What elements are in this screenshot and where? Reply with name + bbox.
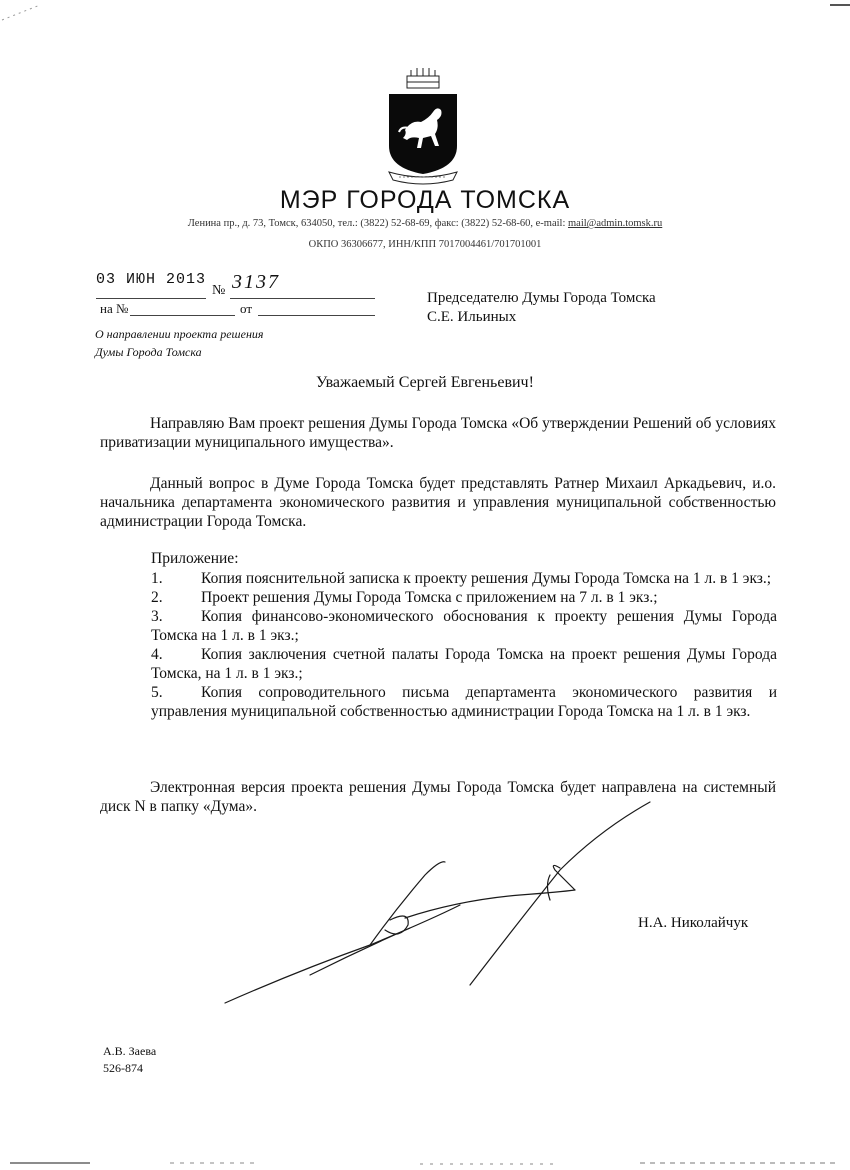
list-item-text: Копия финансово-экономического обоснования к проекту решения Думы Города Томска на 1 л. в 1 экз.; bbox=[151, 608, 777, 644]
paragraph-3: Электронная версия проекта решения Думы Города Томска будет направлена на системный диск N в папку «Дума». bbox=[100, 779, 776, 815]
reply-date-label: от bbox=[240, 301, 253, 316]
list-item-text: Копия заключения счетной палаты Города Томска на проект решения Думы Города Томска, на 1 л. в 1 экз.; bbox=[151, 646, 777, 682]
subject bbox=[95, 325, 263, 361]
list-item-text: Копия пояснительной записка к проекту решения Думы Города Томска на 1 л. в 1 экз.; bbox=[201, 570, 772, 587]
executor bbox=[103, 1043, 156, 1077]
addressee bbox=[427, 289, 656, 327]
list-item bbox=[151, 645, 777, 683]
email-link[interactable]: mail@admin.tomsk.ru bbox=[568, 218, 663, 229]
list-item bbox=[151, 588, 777, 607]
addressee-line-1: Председателю Думы Города Томска bbox=[427, 290, 656, 306]
list-item-text: Проект решения Думы Города Томска с приложением на 7 л. в 1 экз.; bbox=[201, 589, 658, 606]
list-item-number: 5. bbox=[151, 684, 163, 701]
date-stamp: 03 ИЮН 2013 bbox=[96, 271, 207, 288]
list-item-text: Копия сопроводительного письма департамента экономического развития и управления муниципальной собственностью администрации Города Томска на 1 л. в 1 экз. bbox=[151, 684, 777, 720]
list-item bbox=[151, 569, 777, 588]
signer-name: Н.А. Николайчук bbox=[638, 915, 749, 931]
greeting: Уважаемый Сергей Евгеньевич! bbox=[316, 374, 534, 391]
coat-of-arms-emblem bbox=[383, 68, 463, 190]
list-item-number: 1. bbox=[151, 570, 163, 587]
attachments-title: Приложение: bbox=[151, 550, 239, 567]
reply-to-number-label: на № bbox=[100, 301, 129, 316]
paragraph-2: Данный вопрос в Думе Города Томска будет представлять Ратнер Михаил Аркадьевич, и.о. начальника департамента экономического развития и управления муниципальной собственностью администрации Города Томска. bbox=[100, 475, 776, 530]
executor-name: А.В. Заева bbox=[103, 1044, 157, 1058]
paragraph-1: Направляю Вам проект решения Думы Города Томска «Об утверждении Решений об условиях приватизации муниципального имущества». bbox=[100, 415, 776, 451]
registration-number: 3137 bbox=[232, 271, 280, 293]
executor-phone: 526-874 bbox=[103, 1061, 143, 1075]
contact-details: Ленина пр., д. 73, Томск, 634050, тел.: (3822) 52-68-69, факс: (3822) 52-68-60, e-mail: bbox=[187, 218, 569, 229]
subject-line-2: Думы Города Томска bbox=[95, 345, 202, 359]
reply-number-underline bbox=[130, 315, 235, 316]
okpo-line: ОКПО 36306677, ИНН/КПП 7017004461/701701001 bbox=[308, 239, 542, 250]
list-item bbox=[151, 683, 777, 721]
addressee-line-2: С.Е. Ильиных bbox=[427, 309, 517, 325]
subject-line-1: О направлении проекта решения bbox=[95, 327, 264, 341]
list-item-number: 3. bbox=[151, 608, 163, 625]
list-item-number: 4. bbox=[151, 646, 163, 663]
reply-date-underline bbox=[258, 315, 375, 316]
list-item bbox=[151, 607, 777, 645]
number-label: № bbox=[212, 283, 226, 298]
handwritten-signature bbox=[220, 800, 680, 1010]
date-underline bbox=[96, 298, 206, 299]
list-item-number: 2. bbox=[151, 589, 163, 606]
number-underline bbox=[230, 298, 375, 299]
contact-line bbox=[0, 218, 850, 229]
page-title: МЭР ГОРОДА ТОМСКА bbox=[279, 186, 571, 214]
attachments-list bbox=[151, 569, 777, 721]
